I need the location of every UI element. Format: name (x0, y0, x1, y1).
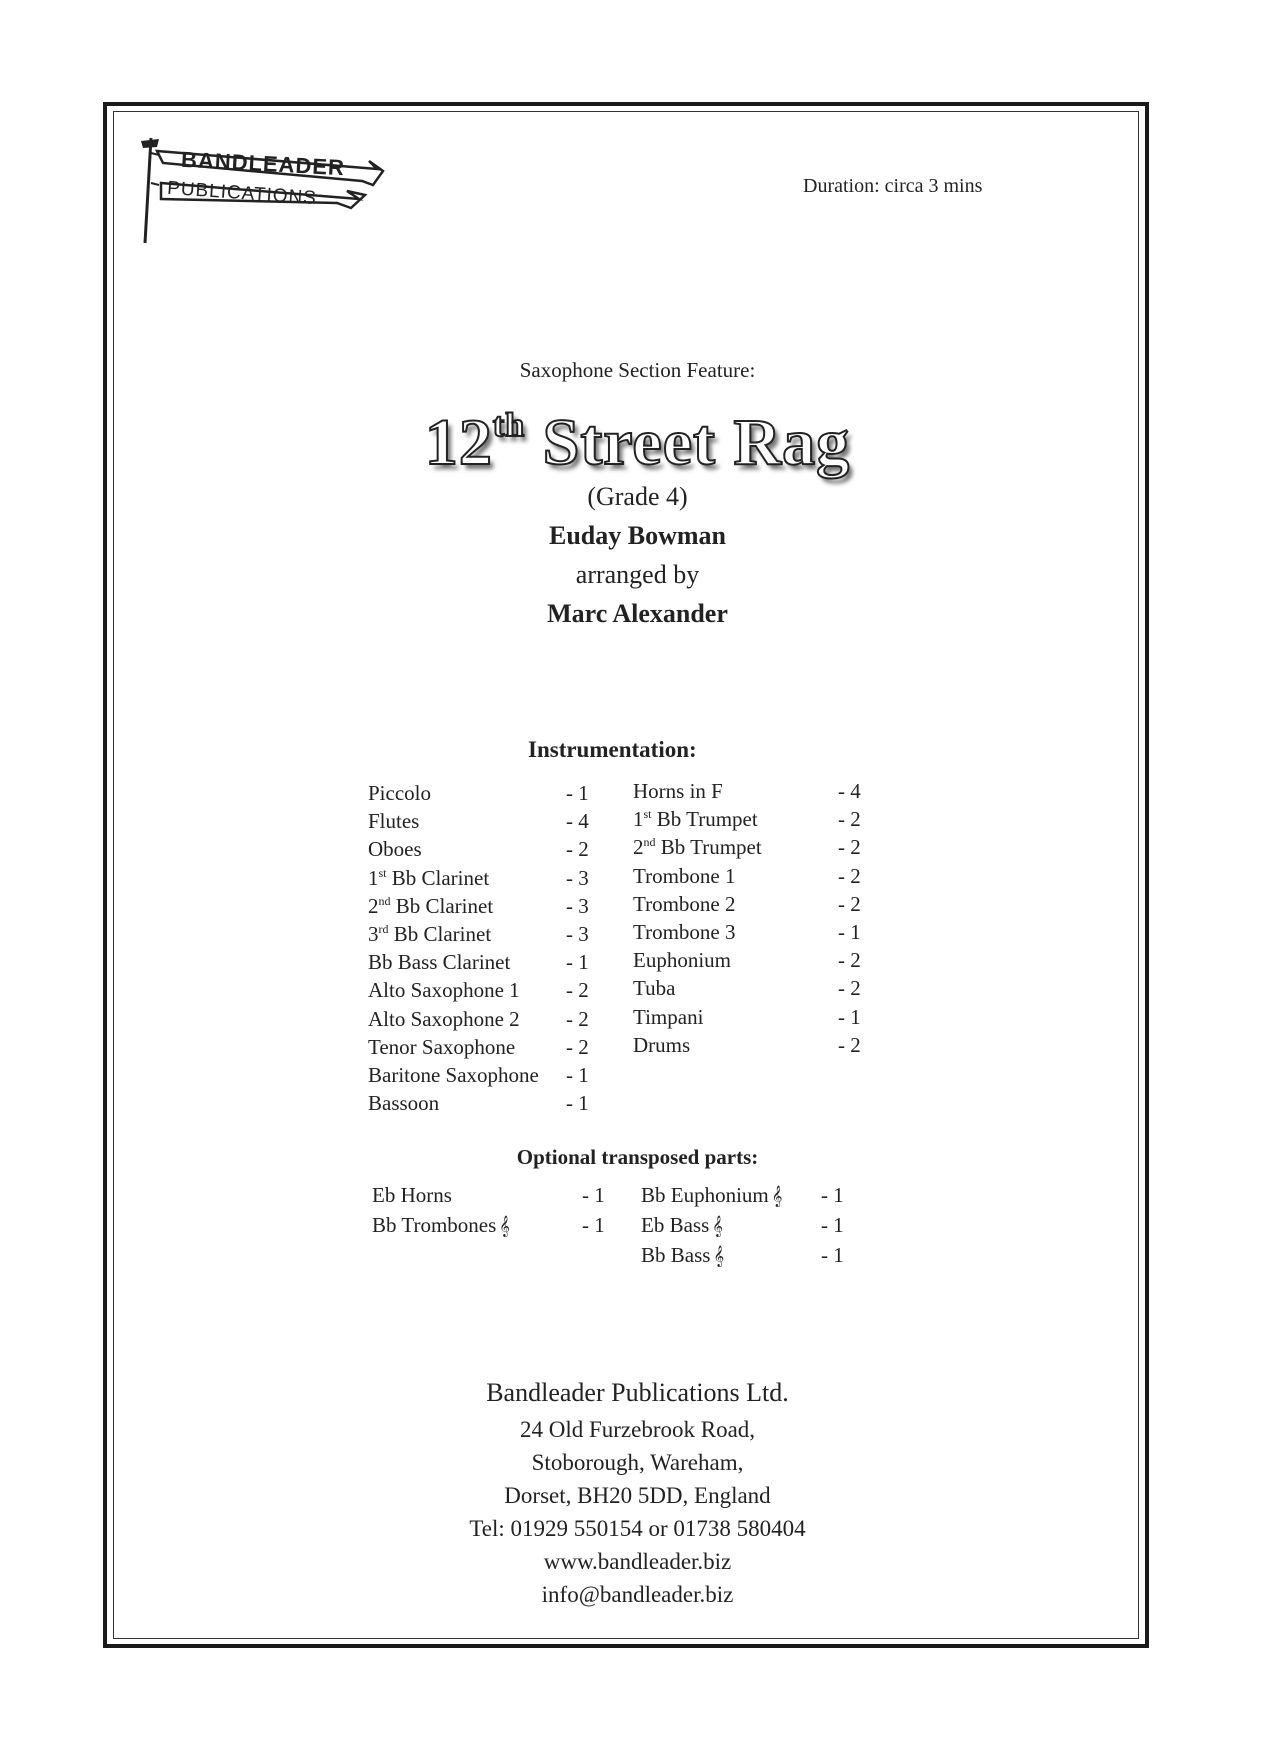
instrument-name: Trombone 3 (633, 920, 736, 944)
part-count: - 1 (821, 1183, 844, 1207)
part-count: - 3 (566, 865, 589, 890)
title-suffix: th (492, 407, 526, 444)
arranged-by: arranged by (575, 560, 700, 589)
part-count: - 2 (566, 1034, 589, 1059)
publisher-logo (137, 133, 397, 248)
instrument-name: Tuba (633, 976, 676, 1001)
address-line-1: 24 Old Furzebrook Road, (519, 1417, 756, 1442)
instrument-name: Eb Bass (641, 1213, 710, 1237)
part-count: - 2 (838, 807, 861, 832)
instrument-name: Tenor Saxophone (368, 1034, 516, 1059)
ordinal-number: 1 (633, 807, 644, 832)
part-count: - 4 (566, 809, 589, 834)
instrument-name: Bassoon (368, 1091, 440, 1116)
feature-label: Saxophone Section Feature: (519, 358, 756, 382)
part-count: - 2 (566, 978, 589, 1003)
instrument-row (368, 781, 431, 806)
part-count: - 1 (821, 1213, 844, 1237)
arranger: Marc Alexander (547, 599, 728, 628)
instrument-name: Alto Saxophone 1 (368, 978, 520, 1003)
instrument-row (372, 1183, 452, 1208)
telephone: Tel: 01929 550154 or 01738 580404 (469, 1516, 806, 1541)
part-count: - 3 (566, 893, 589, 918)
logo-line1: BANDLEADER (180, 146, 346, 181)
instrument-name: Bb Trumpet (651, 807, 758, 832)
instrument-row (368, 837, 422, 862)
instrument-row (633, 835, 762, 860)
ordinal-suffix: nd (643, 835, 656, 850)
treble-clef-icon: 𝄞 (712, 1216, 723, 1237)
treble-clef-icon: 𝄞 (771, 1186, 783, 1207)
instrument-row (368, 922, 491, 947)
part-count: - 1 (566, 950, 589, 975)
publisher-company: Bandleader Publications Ltd. (486, 1378, 789, 1407)
instrument-name: Trombone 1 (633, 863, 736, 888)
instrument-row (641, 1243, 724, 1268)
instrumentation-heading: Instrumentation: (528, 737, 697, 762)
instrument-name: Bb Bass Clarinet (368, 950, 511, 975)
instrument-row (633, 892, 736, 917)
instrument-row (633, 807, 758, 832)
instrument-row (368, 1007, 520, 1032)
instrument-name: Bb Trombones (372, 1213, 497, 1237)
instrument-row (641, 1183, 782, 1208)
instrument-name: Euphonium (633, 948, 731, 973)
email-link[interactable]: info@bandleader.biz (541, 1582, 734, 1607)
instrument-row (368, 809, 419, 834)
instrument-row (372, 1213, 510, 1238)
part-count: - 2 (566, 837, 589, 862)
instrument-row (368, 866, 489, 891)
ordinal-suffix: rd (378, 922, 389, 936)
part-count: - 1 (566, 1091, 589, 1116)
instrument-name: Bb Clarinet (390, 893, 494, 918)
address-line-2: Stoborough, Wareham, (531, 1450, 744, 1475)
part-count: - 1 (566, 1063, 589, 1087)
part-count: - 1 (838, 920, 861, 944)
instrument-row (368, 950, 510, 975)
instrument-name: Bb Bass (641, 1243, 711, 1267)
instrument-name: Eb Horns (372, 1183, 452, 1207)
ordinal-number: 1 (368, 865, 379, 890)
instrument-row (368, 894, 493, 919)
instrument-row (641, 1213, 723, 1238)
title-rest: Street Rag (542, 406, 851, 479)
instrument-row (633, 779, 723, 804)
part-count: - 2 (838, 1032, 861, 1057)
part-count: - 2 (838, 948, 861, 973)
logo-line2: PUBLICATIONS (166, 177, 318, 210)
instrument-name: Flutes (368, 809, 420, 834)
ordinal-suffix: st (643, 807, 652, 822)
part-count: - 1 (838, 1004, 861, 1029)
ordinal-number: 2 (368, 893, 379, 918)
instrument-name: Baritone Saxophone (368, 1063, 539, 1087)
instrument-name: Bb Clarinet (388, 922, 492, 946)
instrument-row (633, 1033, 690, 1058)
instrument-row (368, 1091, 439, 1116)
instrument-row (633, 1005, 703, 1030)
part-count: - 2 (838, 891, 861, 916)
grade: (Grade 4) (587, 482, 688, 511)
ordinal-suffix: nd (378, 893, 391, 908)
instrument-name: Bb Trumpet (655, 835, 762, 860)
instrument-name: Alto Saxophone 2 (368, 1006, 520, 1031)
instrument-name: Timpani (633, 1004, 704, 1029)
part-count: - 2 (838, 835, 861, 860)
treble-clef-icon: 𝄞 (499, 1216, 510, 1237)
treble-clef-icon: 𝄞 (713, 1246, 725, 1267)
optional-heading: Optional transposed parts: (516, 1145, 759, 1169)
part-count: - 1 (821, 1243, 844, 1267)
ordinal-suffix: st (378, 865, 387, 880)
instrument-row (368, 1063, 539, 1088)
address-line-3: Dorset, BH20 5DD, England (504, 1483, 771, 1508)
instrument-row (633, 948, 731, 973)
instrument-row (368, 978, 520, 1003)
part-count: - 1 (566, 781, 589, 805)
instrument-name: Oboes (368, 837, 422, 862)
instrument-name: Piccolo (368, 781, 431, 805)
instrument-name: Horns in F (633, 779, 723, 803)
duration: Duration: circa 3 mins (803, 175, 983, 197)
publisher-address (0, 1376, 1275, 1611)
ordinal-number: 3 (368, 922, 379, 946)
instrument-name: Trombone 2 (633, 891, 736, 916)
instrument-name: Bb Euphonium (641, 1183, 769, 1207)
instrument-row (368, 1035, 515, 1060)
instrument-row (633, 864, 736, 889)
part-count: - 2 (838, 863, 861, 888)
part-count: - 2 (566, 1006, 589, 1031)
instrument-row (633, 976, 675, 1001)
part-count: - 1 (582, 1213, 605, 1237)
website-link[interactable]: www.bandleader.biz (543, 1549, 732, 1574)
instrument-name: Drums (633, 1032, 691, 1057)
part-count: - 1 (582, 1183, 605, 1207)
composer: Euday Bowman (549, 521, 726, 550)
ordinal-number: 2 (633, 835, 644, 860)
title-number: 12 (424, 406, 493, 479)
part-count: - 2 (838, 976, 861, 1001)
instrument-name: Bb Clarinet (386, 865, 490, 890)
part-count: - 4 (838, 779, 861, 803)
part-count: - 3 (566, 922, 589, 946)
instrument-row (633, 920, 736, 945)
piece-title (0, 405, 1275, 481)
